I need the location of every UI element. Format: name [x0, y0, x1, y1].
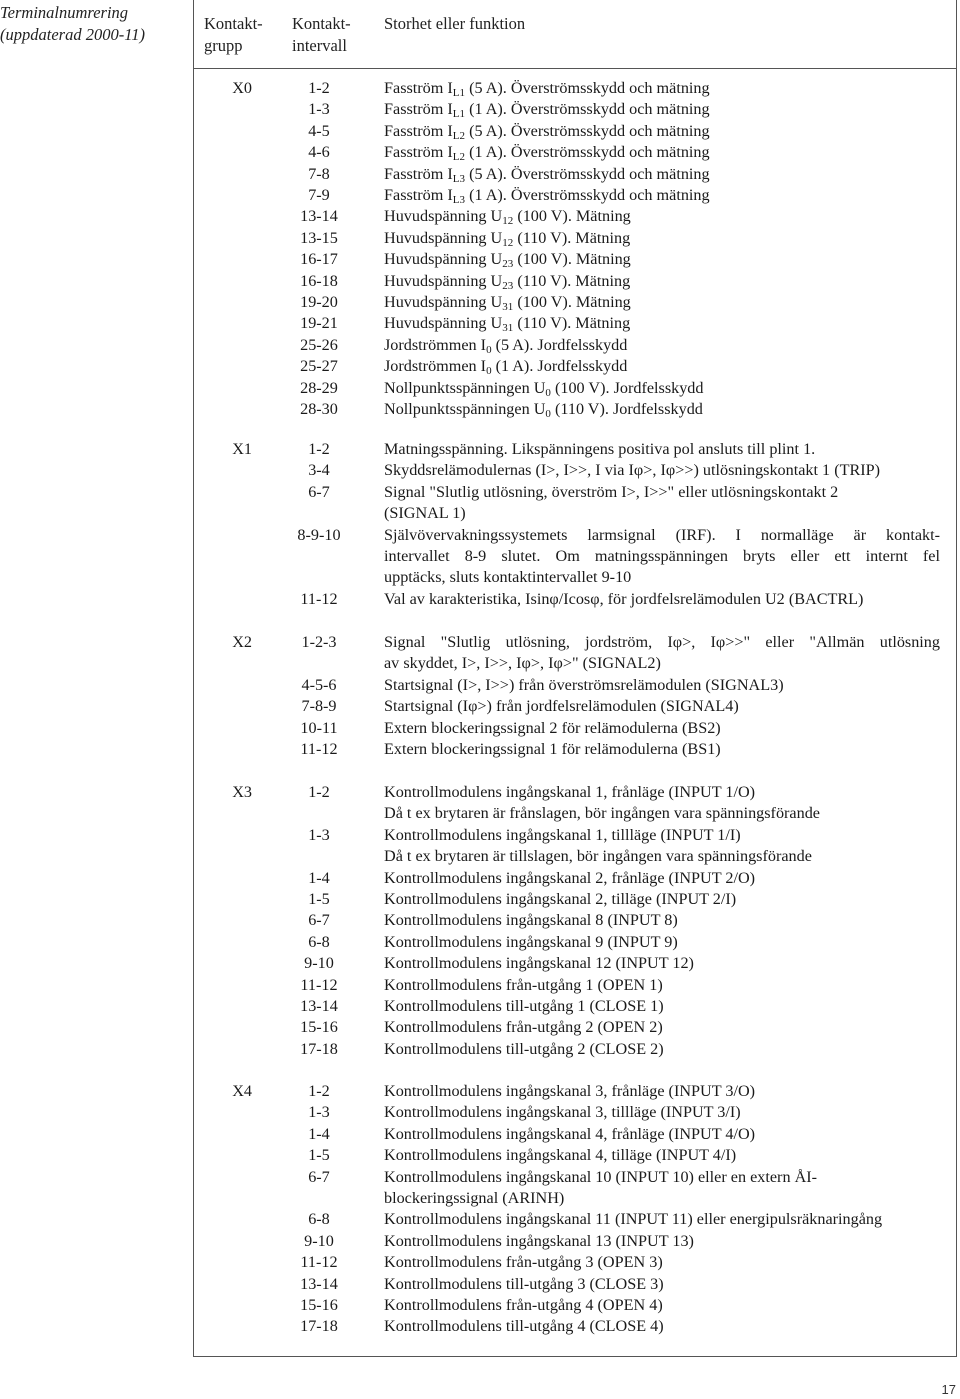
page-number: 17	[941, 1382, 956, 1397]
contact-interval: 1-2	[308, 1082, 330, 1100]
function-description: Kontrollmodulens ingångskanal 8 (INPUT 8)	[384, 911, 678, 930]
table-row	[196, 975, 956, 996]
table-row	[196, 142, 956, 163]
function-description: Nollpunktsspänningen $U_0$ (110 V). Jordfelsskydd	[384, 400, 703, 420]
function-description: av skyddet, I>, I>>, Iφ>, Iφ>" (SIGNAL2)	[384, 654, 661, 673]
contact-interval: 6-7	[308, 482, 330, 501]
header-function-label: Storhet eller funktion	[384, 14, 526, 33]
table-row	[196, 1081, 956, 1102]
function-description: Kontrollmodulens ingångskanal 4, tilläge (INPUT 4/I)	[384, 1146, 737, 1165]
function-description: Huvudspänning $U_{23}$ (110 V). Mätning	[384, 271, 631, 292]
function-description: Kontrollmodulens ingångskanal 1, tillläge (INPUT 1/I)	[384, 825, 741, 844]
function-description: Kontrollmodulens från-utgång 3 (OPEN 3)	[384, 1253, 663, 1272]
table-row	[196, 996, 956, 1017]
contact-group: X1	[232, 440, 252, 458]
function-description: Kontrollmodulens ingångskanal 3, frånläge (INPUT 3/O)	[384, 1082, 756, 1100]
table-row	[196, 1316, 956, 1337]
function-description: (SIGNAL 1)	[384, 504, 466, 523]
table-row	[196, 782, 956, 803]
header-function	[384, 13, 525, 35]
contact-interval: 6-7	[308, 1167, 330, 1186]
table-left-border	[193, 0, 194, 1357]
header-group	[204, 13, 263, 57]
contact-interval: 4-5-6	[301, 675, 337, 694]
table-row	[196, 932, 956, 953]
function-description: Skyddsrelämodulernas (I>, I>>, I via Iφ>, Iφ>>) utlösningskontakt 1 (TRIP)	[384, 461, 881, 480]
table-row	[196, 718, 956, 739]
function-description: Kontrollmodulens ingångskanal 13 (INPUT 13)	[384, 1231, 694, 1250]
contact-interval: 13-15	[300, 228, 338, 247]
table-row	[196, 185, 956, 206]
table-row	[196, 399, 956, 420]
contact-interval: 25-26	[300, 335, 338, 354]
header-interval	[292, 13, 351, 57]
table-row	[196, 546, 956, 567]
function-description: Kontrollmodulens ingångskanal 3, tillläge (INPUT 3/I)	[384, 1103, 741, 1122]
contact-interval: 13-14	[300, 207, 338, 226]
function-description: Fasström $I_{L3}$ (1 A). Överströmsskydd och mätning	[384, 186, 710, 206]
table-row	[196, 356, 956, 377]
table-row	[196, 292, 956, 313]
table-row	[196, 846, 956, 867]
table-row	[196, 675, 956, 696]
table-row	[196, 206, 956, 227]
table-row	[196, 889, 956, 910]
table-row	[196, 1017, 956, 1038]
contact-interval: 4-5	[308, 121, 330, 140]
header-divider	[193, 68, 957, 69]
header-group-line-1: Kontakt-	[204, 14, 263, 33]
function-description: Kontrollmodulens ingångskanal 11 (INPUT 11) eller energipulsräknaringång	[384, 1210, 883, 1229]
function-description: Huvudspänning $U_{31}$ (100 V). Mätning	[384, 293, 631, 313]
contact-interval: 6-8	[308, 932, 330, 951]
contact-interval: 9-10	[304, 1231, 334, 1250]
contact-interval: 11-12	[300, 589, 338, 608]
table-row	[196, 739, 956, 760]
function-description: Fasström $I_{L2}$ (5 A). Överströmsskydd och mätning	[384, 121, 710, 142]
function-description: Matningsspänning. Likspänningens positiva pol ansluts till plint 1.	[384, 440, 816, 458]
contact-interval: 19-21	[300, 314, 338, 333]
function-description: Nollpunktsspänningen $U_0$ (100 V). Jordfelsskydd	[384, 378, 704, 399]
contact-interval: 1-2	[308, 783, 330, 801]
function-description: Extern blockeringssignal 2 för relämodulerna (BS2)	[384, 718, 721, 737]
table-row	[196, 1124, 956, 1145]
table-row	[196, 567, 956, 588]
table-bottom-border	[193, 1356, 957, 1357]
table-row	[196, 1274, 956, 1295]
table-row	[196, 696, 956, 717]
function-description: Signal "Slutlig utlösning, överström I>, I>>" eller utlösningskontakt 2	[384, 482, 839, 501]
table-row	[196, 164, 956, 185]
table-row	[196, 1252, 956, 1273]
function-description: upptäcks, sluts kontaktintervallet 9-10	[384, 568, 632, 587]
table-row	[196, 1039, 956, 1060]
side-title-line-1: Terminalnumrering	[0, 3, 129, 22]
contact-interval: 7-9	[308, 186, 330, 204]
table-row	[196, 378, 956, 399]
contact-interval: 28-29	[300, 378, 338, 397]
contact-interval: 1-3	[308, 1103, 330, 1122]
table-row	[196, 653, 956, 674]
table-row	[196, 632, 956, 653]
contact-interval: 17-18	[300, 1317, 338, 1336]
contact-interval: 1-3	[308, 100, 330, 119]
table-row	[196, 460, 956, 481]
function-description: Jordströmmen $I_0$ (5 A). Jordfelsskydd	[384, 335, 628, 356]
contact-interval: 1-3	[308, 825, 330, 844]
function-description: Då t ex brytaren är frånslagen, bör ingången vara spänningsförande	[384, 804, 820, 823]
function-description: Självövervakningssystemets larmsignal (IRF). I normalläge är kontakt-	[384, 525, 940, 544]
contact-interval: 11-12	[300, 975, 338, 994]
function-description: Signal "Slutlig utlösning, jordström, Iφ>, Iφ>>" eller "Allmän utlösning	[384, 633, 940, 651]
table-row	[196, 910, 956, 931]
contact-interval: 17-18	[300, 1039, 338, 1058]
table-row	[196, 121, 956, 142]
table-right-border	[956, 0, 957, 1357]
function-description: Kontrollmodulens till-utgång 3 (CLOSE 3)	[384, 1274, 664, 1293]
table-row	[196, 953, 956, 974]
table-row	[196, 1188, 956, 1209]
function-description: Fasström $I_{L2}$ (1 A). Överströmsskydd och mätning	[384, 143, 710, 164]
contact-interval: 15-16	[300, 1018, 338, 1037]
table-row	[196, 1145, 956, 1166]
table-row	[196, 1209, 956, 1230]
contact-interval: 1-2	[308, 440, 330, 458]
function-description: Huvudspänning $U_{12}$ (110 V). Mätning	[384, 228, 631, 249]
contact-interval: 7-8-9	[301, 697, 337, 716]
function-description: Kontrollmodulens ingångskanal 1, frånläge (INPUT 1/O)	[384, 783, 756, 801]
side-title-line-2: (uppdaterad 2000-11)	[0, 25, 145, 44]
contact-interval: 1-2	[308, 79, 330, 97]
function-description: Då t ex brytaren är tillslagen, bör ingången vara spänningsförande	[384, 847, 812, 866]
header-group-line-2: grupp	[204, 36, 243, 55]
contact-interval: 28-30	[300, 400, 338, 418]
function-description: Kontrollmodulens från-utgång 1 (OPEN 1)	[384, 975, 663, 994]
contact-interval: 4-6	[308, 143, 330, 162]
contact-interval: 1-5	[308, 890, 330, 908]
table-row	[196, 1295, 956, 1316]
function-description: Kontrollmodulens ingångskanal 4, frånläge (INPUT 4/O)	[384, 1124, 756, 1143]
function-description: Extern blockeringssignal 1 för relämodulerna (BS1)	[384, 740, 721, 758]
function-description: Kontrollmodulens från-utgång 2 (OPEN 2)	[384, 1018, 663, 1037]
function-description: Kontrollmodulens till-utgång 2 (CLOSE 2)	[384, 1039, 664, 1058]
function-description: Startsignal (Iφ>) från jordfelsrelämodulen (SIGNAL4)	[384, 697, 739, 716]
table-row	[196, 1231, 956, 1252]
header-interval-line-1: Kontakt-	[292, 14, 351, 33]
contact-interval: 19-20	[300, 293, 338, 311]
function-description: Kontrollmodulens till-utgång 4 (CLOSE 4)	[384, 1317, 664, 1336]
function-description: Kontrollmodulens från-utgång 4 (OPEN 4)	[384, 1296, 663, 1314]
side-title	[0, 2, 192, 46]
table-row	[196, 525, 956, 546]
function-description: Kontrollmodulens ingångskanal 2, tilläge (INPUT 2/I)	[384, 890, 737, 908]
header-interval-line-2: intervall	[292, 36, 347, 55]
contact-interval: 11-12	[300, 1253, 338, 1272]
function-description: Fasström $I_{L3}$ (5 A). Överströmsskydd och mätning	[384, 164, 710, 185]
contact-interval: 6-7	[308, 911, 330, 930]
contact-interval: 1-2-3	[301, 633, 337, 651]
function-description: Huvudspänning $U_{23}$ (100 V). Mätning	[384, 250, 631, 271]
function-description: Huvudspänning $U_{31}$ (110 V). Mätning	[384, 314, 631, 335]
contact-interval: 25-27	[300, 357, 338, 376]
contact-interval: 11-12	[300, 740, 338, 758]
contact-interval: 16-17	[300, 250, 338, 269]
contact-interval: 13-14	[300, 997, 338, 1015]
function-description: Jordströmmen $I_0$ (1 A). Jordfelsskydd	[384, 357, 628, 378]
function-description: Fasström $I_{L1}$ (5 A). Överströmsskydd och mätning	[384, 79, 710, 99]
contact-interval: 1-4	[308, 1124, 330, 1143]
table-row	[196, 1167, 956, 1188]
function-description: Kontrollmodulens ingångskanal 2, frånläge (INPUT 2/O)	[384, 868, 756, 887]
contact-interval: 1-4	[308, 868, 330, 887]
table-row	[196, 335, 956, 356]
contact-group: X0	[232, 79, 252, 97]
table-row	[196, 228, 956, 249]
function-description: Kontrollmodulens ingångskanal 9 (INPUT 9)	[384, 932, 678, 951]
contact-interval: 7-8	[308, 164, 330, 183]
function-description: Kontrollmodulens till-utgång 1 (CLOSE 1)	[384, 997, 664, 1015]
contact-interval: 16-18	[300, 271, 338, 290]
table-row	[196, 313, 956, 334]
function-description: Kontrollmodulens ingångskanal 12 (INPUT 12)	[384, 954, 694, 973]
contact-group: X3	[232, 783, 252, 801]
table-row	[196, 78, 956, 99]
table-row	[196, 803, 956, 824]
contact-interval: 13-14	[300, 1274, 338, 1293]
contact-interval: 6-8	[308, 1210, 330, 1229]
function-description: Huvudspänning $U_{12}$ (100 V). Mätning	[384, 207, 631, 228]
table-row	[196, 589, 956, 610]
contact-group: X2	[232, 633, 252, 651]
function-description: Kontrollmodulens ingångskanal 10 (INPUT 10) eller en extern ÅI-	[384, 1167, 818, 1186]
table-row	[196, 439, 956, 460]
table-row	[196, 825, 956, 846]
contact-interval: 10-11	[300, 718, 338, 737]
contact-interval: 3-4	[308, 461, 330, 480]
contact-group: X4	[232, 1082, 252, 1100]
contact-interval: 9-10	[304, 954, 334, 973]
contact-interval: 1-5	[308, 1146, 330, 1165]
function-description: blockeringssignal (ARINH)	[384, 1189, 565, 1207]
table-row	[196, 249, 956, 270]
function-description: Startsignal (I>, I>>) från överströmsrelämodulen (SIGNAL3)	[384, 675, 784, 694]
table-row	[196, 1102, 956, 1123]
contact-interval: 15-16	[300, 1296, 338, 1314]
table-row	[196, 868, 956, 889]
table-row	[196, 99, 956, 120]
function-description: intervallet 8-9 slutet. Om matningsspänningen bryts eller ett internt fel	[384, 547, 940, 565]
table-row	[196, 503, 956, 524]
table-row	[196, 482, 956, 503]
function-description: Fasström $I_{L1}$ (1 A). Överströmsskydd och mätning	[384, 100, 710, 121]
function-description: Val av karakteristika, Isinφ/Icosφ, för jordfelsrelämodulen U2 (BACTRL)	[384, 589, 864, 608]
table-row	[196, 271, 956, 292]
contact-interval: 8-9-10	[297, 525, 341, 544]
